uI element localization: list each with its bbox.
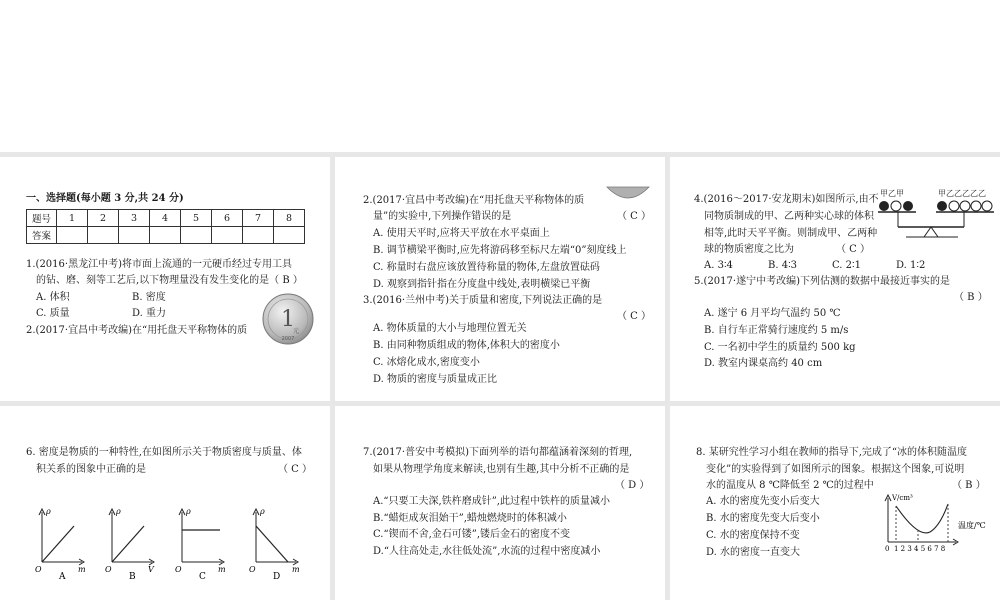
- graph-d-y-label: ρ: [260, 507, 265, 516]
- table-cell: 4: [150, 210, 181, 227]
- q7-line1: 7.(2017·普安中考模拟)下面列举的语句都蕴涵着深刻的哲理,: [363, 447, 633, 458]
- q6-line1: 6. 密度是物质的一种特性,在如图所示关于物质密度与质量、体: [26, 447, 302, 458]
- graph-a-y-label: ρ: [46, 507, 51, 516]
- graph-a-label: A: [59, 572, 66, 582]
- q5-line1: 5.(2017·遂宁中考改编)下列估测的数据中最接近事实的是: [694, 276, 950, 287]
- q4-option-b: B. 4∶3: [768, 260, 798, 271]
- panel-q7: [335, 406, 665, 600]
- graph-origin: 0: [885, 545, 890, 553]
- ball-jia: [937, 201, 947, 211]
- q3-answer: （ C ）: [617, 311, 652, 322]
- q8-answer: （ B ）: [952, 480, 986, 491]
- coin-edge-image: [607, 187, 649, 203]
- q5-option-b: B. 自行车正常骑行速度约 5 m/s: [704, 325, 849, 336]
- q8-option-d: D. 水的密度一直变大: [706, 547, 801, 558]
- answer-cell[interactable]: [181, 227, 212, 244]
- panel-q8: [670, 406, 1000, 600]
- answer-cell[interactable]: [212, 227, 243, 244]
- graph-d: [248, 506, 300, 580]
- table-row-answers: [27, 227, 305, 244]
- graph-c: [174, 506, 230, 580]
- section-title: 一、选择题(每小题 3 分,共 24 分): [26, 193, 184, 204]
- q2-option-b: B. 调节横梁平衡时,应先将游码移至标尺左端“0”刻度线上: [373, 245, 627, 256]
- q8-line1: 8. 某研究性学习小组在教师的指导下,完成了“冰的体积随温度: [696, 447, 968, 458]
- q3-option-c: C. 冰熔化成水,密度变小: [373, 357, 480, 368]
- q3-option-b: B. 由同种物质组成的物体,体积大的密度小: [373, 340, 560, 351]
- q2-line2: 量”的实验中,下列操作错误的是: [373, 211, 512, 222]
- q2-option-a: A. 使用天平时,应将天平放在水平桌面上: [373, 228, 550, 239]
- table-header-label: 题号: [27, 210, 57, 227]
- panel-q1: [0, 157, 330, 401]
- answer-cell[interactable]: [274, 227, 305, 244]
- graph-b-y-label: ρ: [116, 507, 121, 516]
- q1-option-a: A. 体积: [36, 292, 70, 303]
- graph-c-y-label: ρ: [186, 507, 191, 516]
- panel-q4-q5: [670, 157, 1000, 401]
- q3-option-d: D. 物质的密度与质量成正比: [373, 374, 498, 385]
- coin-image: [262, 293, 314, 345]
- q7-answer: （ D ）: [615, 480, 650, 491]
- q1-line2: 的钻、磨、刻等工艺后,以下物理量没有发生变化的是（ B ）: [36, 275, 303, 286]
- q4-option-c: C. 2∶1: [832, 260, 861, 271]
- graph-b-origin: O: [105, 565, 112, 574]
- q5-answer: （ B ）: [954, 292, 988, 303]
- table-cell: 2: [88, 210, 119, 227]
- graph-x-ticks: 1 2 3 4 5 6 7 8: [894, 545, 946, 553]
- q1-option-b: B. 密度: [132, 292, 166, 303]
- answer-cell[interactable]: [57, 227, 88, 244]
- table-cell: 1: [57, 210, 88, 227]
- q2-line1-partial: 2.(2017·宜昌中考改编)在“用托盘天平称物体的质: [26, 325, 248, 336]
- q4-option-d: D. 1∶2: [896, 260, 926, 271]
- graph-c-x-label: m: [218, 565, 226, 574]
- table-row-numbers: [27, 210, 305, 227]
- q2-option-d: D. 观察到指针指在分度盘中线处,表明横梁已平衡: [373, 279, 591, 290]
- ball-yi: [982, 201, 992, 211]
- ball-jia: [879, 201, 889, 211]
- q2-answer: （ C ）: [617, 211, 652, 222]
- coin-value: 1: [281, 307, 295, 332]
- q6-answer: （ C ）: [278, 464, 313, 475]
- q4-line4: 球的物质密度之比为: [704, 244, 794, 255]
- answer-cell[interactable]: [243, 227, 274, 244]
- q6-line2: 积关系的图象中正确的是: [36, 464, 146, 475]
- graph-d-x-label: m: [292, 565, 300, 574]
- coin-year: 2007: [281, 336, 295, 342]
- q4-line3: 相等,此时天平平衡。则制成甲、乙两种: [704, 228, 878, 239]
- table-cell: 7: [243, 210, 274, 227]
- q8-option-c: C. 水的密度保持不变: [706, 530, 800, 541]
- blank-top-area: [0, 0, 1000, 152]
- graph-b-x-label: V: [148, 565, 154, 574]
- q2-line1: 2.(2017·宜昌中考改编)在“用托盘天平称物体的质: [363, 195, 585, 206]
- q1-line1: 1.(2016·黑龙江中考)将市面上流通的一元硬币经过专用工具: [26, 259, 292, 270]
- volume-temperature-graph: [882, 492, 998, 552]
- graph-x-label: 温度/℃: [958, 521, 986, 530]
- ball-yi: [971, 201, 981, 211]
- graph-d-origin: O: [249, 565, 256, 574]
- ball-yi: [960, 201, 970, 211]
- q1-option-c: C. 质量: [36, 308, 70, 319]
- ball-jia: [903, 201, 913, 211]
- q7-option-a: A.“只要工夫深,铁杵磨成针”,此过程中铁杵的质量减小: [373, 496, 610, 507]
- graph-a-x-label: m: [78, 565, 86, 574]
- table-cell: 3: [119, 210, 150, 227]
- q3-option-a: A. 物体质量的大小与地理位置无关: [373, 323, 527, 334]
- graph-d-label: D: [273, 572, 281, 582]
- table-cell: 8: [274, 210, 305, 227]
- table-answer-label: 答案: [27, 227, 57, 244]
- q8-line3: 水的温度从 8 ℃降低至 2 ℃的过程中: [706, 480, 874, 491]
- q8-option-a: A. 水的密度先变小后变大: [706, 496, 820, 507]
- answer-cell[interactable]: [150, 227, 181, 244]
- balance-left-label: 甲乙甲: [880, 189, 904, 198]
- ball-yi: [949, 201, 959, 211]
- answer-cell[interactable]: [119, 227, 150, 244]
- volume-curve: [896, 504, 948, 533]
- q7-option-b: B.“蜡炬成灰泪始干”,蜡烛燃烧时的体积减小: [373, 513, 567, 524]
- answer-cell[interactable]: [88, 227, 119, 244]
- ball-yi: [891, 201, 901, 211]
- q5-option-c: C. 一名初中学生的质量约 500 kg: [704, 342, 856, 353]
- balance-diagram: [876, 187, 996, 249]
- balance-right-label: 甲乙乙乙乙乙: [938, 189, 986, 198]
- q7-line2: 如果从物理学角度来解读,也别有生趣,其中分析不正确的是: [373, 464, 630, 475]
- q4-line2: 同物质制成的甲、乙两种实心球的体积: [704, 211, 874, 222]
- q7-option-d: D.“人往高处走,水往低处流”,水流的过程中密度减小: [373, 546, 601, 557]
- graph-b-label: B: [129, 572, 136, 582]
- answer-table: [26, 209, 305, 244]
- q3-line1: 3.(2016·兰州中考)关于质量和密度,下列说法正确的是: [363, 295, 603, 306]
- q2-option-c: C. 称量时右盘应该放置待称量的物体,左盘放置砝码: [373, 262, 600, 273]
- q4-option-a: A. 3∶4: [704, 260, 733, 271]
- q5-option-a: A. 遂宁 6 月平均气温约 50 ℃: [704, 308, 841, 319]
- graph-a: [34, 506, 84, 580]
- panel-q2-q3: [335, 157, 665, 401]
- q8-line2: 变化”的实验得到了如图所示的图象。根据这个图象,可说明: [706, 464, 965, 475]
- panel-q6: [0, 406, 330, 600]
- graph-c-label: C: [199, 572, 206, 582]
- table-cell: 6: [212, 210, 243, 227]
- q4-line1: 4.(2016～2017·安龙期末)如图所示,由不: [694, 194, 879, 205]
- table-cell: 5: [181, 210, 212, 227]
- graph-a-origin: O: [35, 565, 42, 574]
- q5-option-d: D. 教室内课桌高约 40 cm: [704, 358, 823, 369]
- q7-option-c: C.“锲而不舍,金石可镂”,镂后金石的密度不变: [373, 529, 571, 540]
- q8-option-b: B. 水的密度先变大后变小: [706, 513, 820, 524]
- q1-option-d: D. 重力: [132, 308, 167, 319]
- graph-b: [104, 506, 154, 580]
- graph-c-origin: O: [175, 565, 182, 574]
- coin-unit: 元: [292, 328, 300, 335]
- q4-answer: （ C ）: [836, 244, 871, 255]
- graph-y-label: V/cm³: [892, 494, 913, 502]
